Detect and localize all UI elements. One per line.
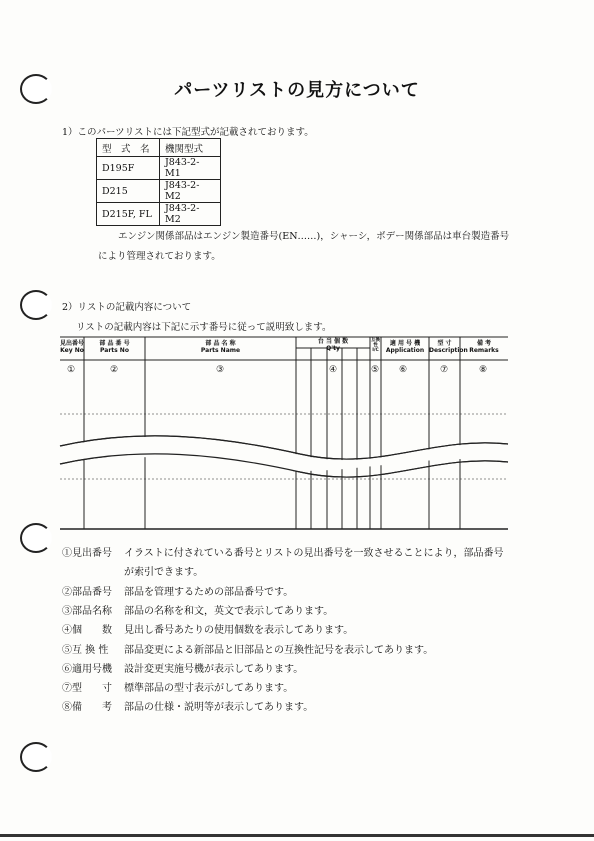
legend-item-remarks (62, 698, 313, 713)
engine-type-cell: J843-2-M2 (160, 203, 221, 226)
col-header-key-no: 見出番号 Key No (60, 340, 85, 354)
legend-key: ⑦型 寸 (62, 683, 112, 694)
header-model-name: 型 式 名 (97, 139, 160, 157)
col-number-5: ⑤ (371, 365, 380, 375)
legend-item-parts-name (62, 602, 333, 617)
legend-desc-cont: が索引できます。 (124, 567, 204, 578)
legend-item-description (62, 679, 293, 694)
legend-desc: 見出し番号あたりの使用個数を表示してあります。 (124, 625, 354, 636)
legend-desc: 部品変更による新部品と旧部品との互換性記号を表示してあります。 (124, 645, 434, 656)
model-table (96, 138, 221, 226)
engine-type-cell: J843-2-M2 (160, 180, 221, 203)
legend-key: ③部品名称 (62, 606, 112, 617)
legend-desc: 部品の名称を和文，英文で表示してあります。 (124, 606, 334, 617)
section1-heading: 1）このパーツリストには下記型式が記載されております。 (62, 127, 314, 138)
page-bottom-edge (0, 834, 594, 837)
col-header-remarks: 備 考 Remarks (469, 340, 499, 354)
table-row (97, 203, 221, 226)
model-name-cell: D215 (97, 180, 160, 203)
table-row (97, 157, 221, 180)
col-header-parts-no: 部 品 番 号 Parts No (99, 340, 130, 354)
col-number-7: ⑦ (440, 365, 449, 375)
binder-hole-2 (20, 290, 52, 320)
legend-item-qty (62, 621, 353, 636)
section2-heading: 2）リストの記載内容について (62, 302, 192, 313)
parts-list-diagram (0, 336, 594, 536)
section2-intro: リストの記載内容は下記に示す番号に従って説明致します。 (76, 322, 332, 333)
model-name-cell: D215F, FL (97, 203, 160, 226)
legend-key: ①見出番号 (62, 548, 112, 559)
col-number-8: ⑧ (479, 365, 488, 375)
legend-desc: 設計変更実施号機が表示してあります。 (124, 664, 304, 675)
engine-type-cell: J843-2-M1 (160, 157, 221, 180)
header-engine-type: 機関型式 (160, 139, 221, 157)
col-header-qty: 台 当 個 数 Q'ty (317, 338, 349, 352)
legend-desc: 標準部品の型寸表示がしてあります。 (124, 683, 294, 694)
legend-desc: イラストに付されている番号とリストの見出番号を一致させることにより，部品番号 (124, 548, 504, 559)
legend-item-key-no-cont (124, 563, 203, 578)
legend-key: ④個 数 (62, 625, 112, 636)
col-header-application: 適 用 号 機 Application (385, 340, 425, 354)
legend-key: ⑥適用号機 (62, 664, 112, 675)
section1-note-line1: エンジン関係部品はエンジン製造番号(EN……)，シャーシ，ボデー関係部品は車台製造番号 (118, 231, 510, 242)
section1-note-line2: により管理されております。 (98, 251, 221, 262)
col-number-1: ① (67, 365, 76, 375)
page-title: パーツリストの見方について (174, 80, 420, 101)
col-header-description: 型 寸 Description (429, 340, 468, 354)
col-number-4: ④ (329, 365, 338, 375)
legend-key: ⑤互 換 性 (62, 645, 109, 656)
binder-hole-4 (20, 742, 52, 772)
col-number-3: ③ (216, 365, 225, 375)
table-row (97, 180, 221, 203)
legend-desc: 部品を管理するための部品番号です。 (124, 587, 294, 598)
legend-item-parts-no (62, 583, 293, 598)
col-number-6: ⑥ (399, 365, 408, 375)
legend-key: ⑧備 考 (62, 702, 112, 713)
col-header-parts-name: 部 品 名 称 Parts Name (200, 340, 241, 354)
col-number-2: ② (110, 365, 119, 375)
table-header-row (97, 139, 221, 157)
legend-key: ②部品番号 (62, 587, 112, 598)
model-name-cell: D195F (97, 157, 160, 180)
legend-item-key-no (62, 544, 504, 559)
legend-item-application (62, 660, 303, 675)
col-header-interchangeability: 互換性 I/C (371, 338, 380, 353)
legend-desc: 部品の仕様・説明等が表示してあります。 (124, 702, 314, 713)
legend-item-interchangeability (62, 641, 433, 656)
